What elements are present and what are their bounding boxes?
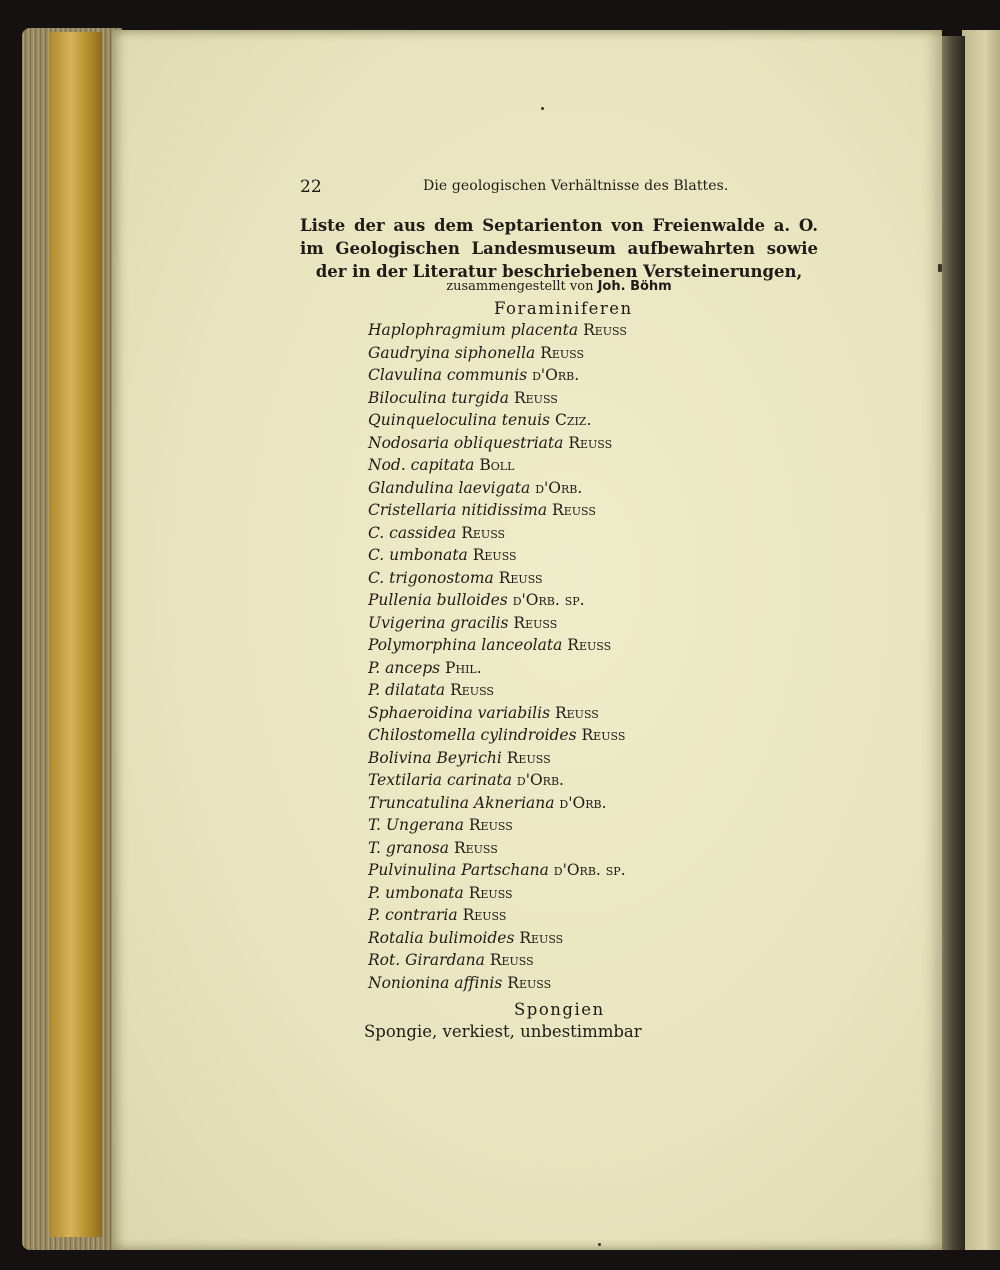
species-author: Reuss	[568, 433, 613, 452]
species-item	[368, 477, 627, 500]
paper-speck	[541, 107, 544, 110]
species-list	[368, 319, 627, 994]
species-item	[368, 904, 627, 927]
species-author: Reuss	[513, 388, 558, 407]
species-name: Glandulina laevigata	[368, 478, 531, 497]
species-author: Reuss	[519, 928, 564, 947]
running-head: Die geologischen Verhältnisse des Blattes.	[423, 178, 729, 194]
species-item	[368, 949, 627, 972]
species-item	[368, 927, 627, 950]
species-name: C. umbonata	[368, 546, 468, 564]
species-name: Bolivina Beyrichi	[368, 748, 502, 767]
species-item	[368, 409, 627, 432]
species-name: Rot. Girardana	[368, 951, 485, 969]
species-name: Polymorphina lanceolata	[368, 636, 563, 654]
species-item	[368, 657, 627, 680]
species-author: d'Orb.	[532, 366, 580, 384]
species-item	[368, 522, 627, 545]
species-author: d'Orb. sp.	[512, 591, 585, 609]
species-author: Reuss	[450, 681, 494, 699]
species-name: Biloculina turgida	[368, 388, 510, 407]
species-name: C. trigonostoma	[368, 568, 494, 587]
species-name: Nodosaria obliquestriata	[368, 433, 564, 452]
compiler-name: Joh. Böhm	[597, 279, 672, 294]
species-item	[368, 702, 627, 725]
page-number: 22	[300, 177, 322, 197]
species-item	[368, 612, 627, 635]
paper-speck	[938, 264, 942, 272]
species-author: Reuss	[554, 703, 599, 722]
species-author: Reuss	[507, 973, 552, 992]
species-author: Reuss	[552, 501, 596, 519]
species-item	[368, 679, 627, 702]
species-author: Reuss	[489, 951, 534, 969]
species-name: Uvigerina gracilis	[368, 613, 509, 632]
species-item	[368, 747, 627, 770]
species-item	[368, 814, 627, 837]
species-name: C. cassidea	[368, 523, 457, 542]
list-title: Liste der aus dem Septarienton von Freienwalde a. O. im Geologischen Landesmuseum aufbewahrten sowie der in der Literatur beschriebenen Versteinerungen,	[300, 216, 818, 281]
species-item	[368, 634, 627, 657]
species-name: Sphaeroidina variabilis	[368, 703, 551, 722]
species-author: Reuss	[513, 613, 558, 632]
species-author: Reuss	[468, 816, 513, 834]
species-item	[368, 544, 627, 567]
section-heading-foraminifera: Foraminiferen	[494, 299, 633, 318]
species-author: Reuss	[498, 568, 543, 587]
species-name: P. anceps	[368, 658, 441, 677]
species-item	[368, 319, 627, 342]
species-author: Cziz.	[554, 411, 592, 429]
species-item	[368, 387, 627, 410]
species-name: Truncatulina Akneriana	[368, 793, 555, 812]
species-item	[368, 972, 627, 995]
species-name: Nonionina affinis	[368, 973, 503, 992]
section-heading-sponges: Spongien	[514, 1000, 605, 1019]
species-name: P. umbonata	[368, 883, 464, 902]
species-author: Reuss	[462, 906, 507, 924]
species-author: Phil.	[445, 658, 482, 677]
sponge-entry: Spongie, verkiest, unbestimmbar	[364, 1022, 642, 1041]
species-item	[368, 882, 627, 905]
species-item	[368, 837, 627, 860]
species-name: Haplophragmium placenta	[368, 321, 579, 339]
paper-speck	[598, 1243, 601, 1246]
species-item	[368, 724, 627, 747]
species-name: P. contraria	[368, 906, 458, 924]
species-author: d'Orb. sp.	[553, 861, 626, 879]
species-item	[368, 364, 627, 387]
species-author: Reuss	[567, 636, 612, 654]
species-name: Nod. capitata	[368, 456, 475, 474]
species-item	[368, 567, 627, 590]
species-name: T. Ungerana	[368, 816, 464, 834]
species-name: Textilaria carinata	[368, 771, 512, 789]
species-item	[368, 792, 627, 815]
species-author: d'Orb.	[516, 771, 564, 789]
species-name: T. granosa	[368, 838, 449, 857]
species-author: Reuss	[540, 343, 585, 362]
species-author: Reuss	[506, 748, 551, 767]
species-item	[368, 342, 627, 365]
species-item	[368, 454, 627, 477]
species-author: Reuss	[468, 883, 513, 902]
species-name: Rotalia bulimoides	[368, 928, 515, 947]
species-item	[368, 432, 627, 455]
species-name: Quinqueloculina tenuis	[368, 411, 551, 429]
species-item	[368, 769, 627, 792]
species-name: Pullenia bulloides	[368, 591, 508, 609]
species-item	[368, 499, 627, 522]
species-item	[368, 859, 627, 882]
species-author: d'Orb.	[559, 793, 607, 812]
species-name: P. dilatata	[368, 681, 446, 699]
species-author: Reuss	[453, 838, 498, 857]
species-author: Reuss	[581, 726, 626, 744]
species-author: Reuss	[583, 321, 627, 339]
species-item	[368, 589, 627, 612]
species-name: Gaudryina siphonella	[368, 343, 536, 362]
species-author: Boll	[479, 456, 515, 474]
species-author: Reuss	[472, 546, 517, 564]
species-name: Chilostomella cylindroides	[368, 726, 577, 744]
species-name: Clavulina communis	[368, 366, 528, 384]
list-subtitle	[300, 279, 818, 294]
species-name: Pulvinulina Partschana	[368, 861, 549, 879]
species-author: d'Orb.	[535, 478, 583, 497]
species-name: Cristellaria nitidissima	[368, 501, 548, 519]
species-author: Reuss	[461, 523, 506, 542]
compiled-by-label: zusammengestellt von	[446, 279, 594, 294]
